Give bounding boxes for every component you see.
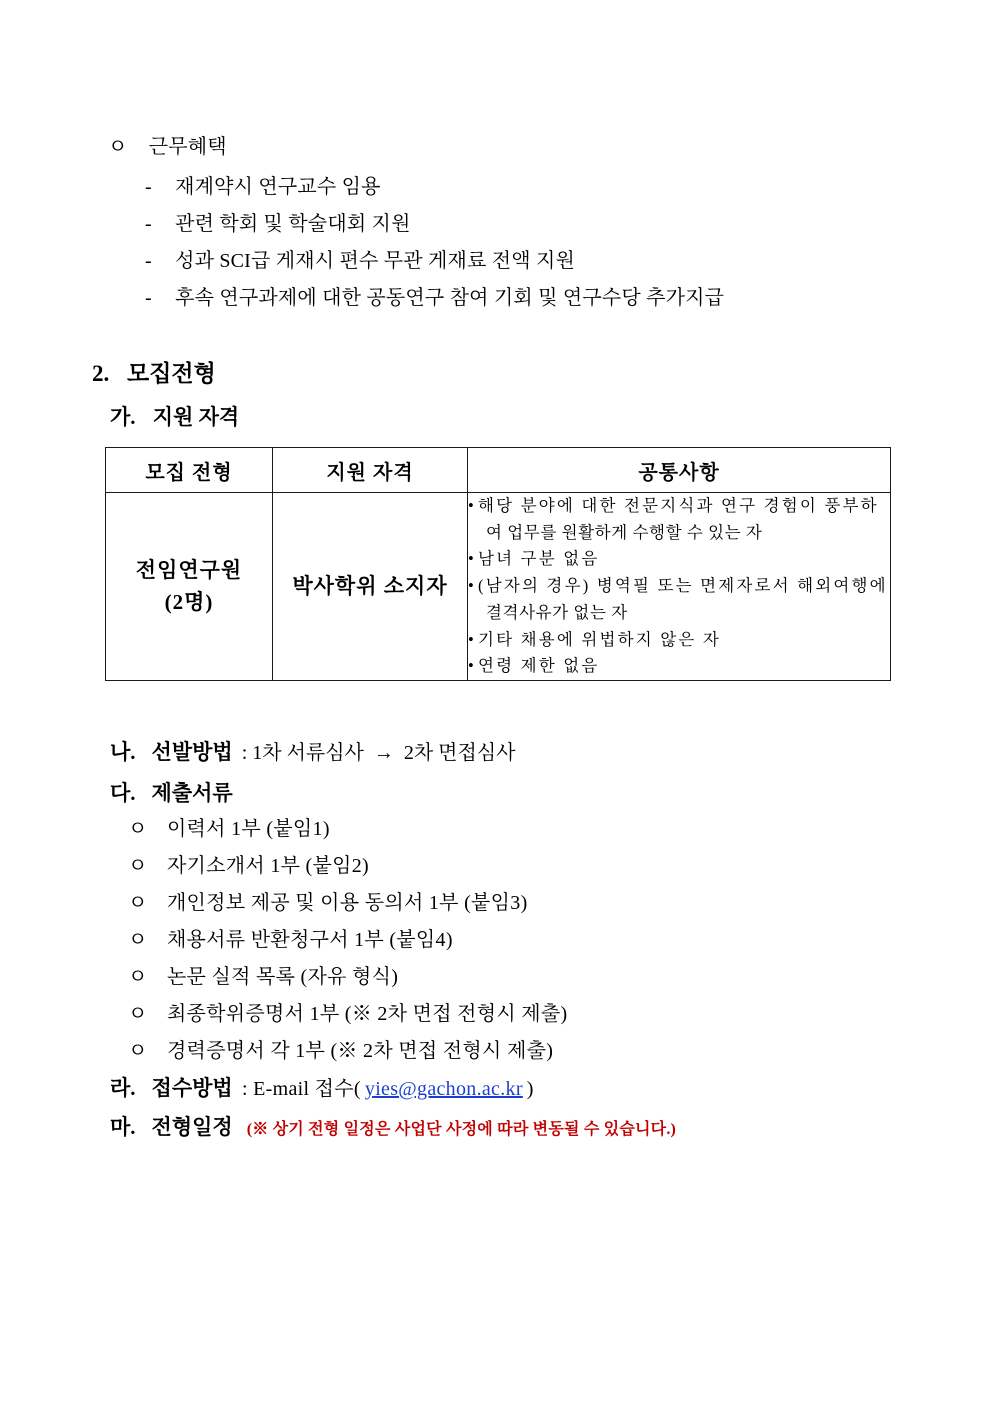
- benefits-item-4: [145, 287, 724, 310]
- table-header-qualification: 지원 자격: [273, 448, 468, 493]
- benefits-item-2: [145, 213, 411, 236]
- circle-marker: ㅇ: [128, 892, 148, 914]
- common-item-2: • 남녀 구분 없음: [468, 546, 890, 573]
- subsection-d: [110, 1078, 534, 1100]
- document-item-3-label: 개인정보 제공 및 이용 동의서 1부 (붙임3): [166, 892, 528, 914]
- cell-qualification: 박사학위 소지자: [273, 493, 468, 681]
- benefits-heading-label: 근무혜택: [148, 136, 227, 158]
- benefits-item-4-label: 후속 연구과제에 대한 공동연구 참여 기회 및 연구수당 추가지급: [175, 287, 725, 309]
- bullet-icon: •: [468, 629, 475, 649]
- table-header-common: 공통사항: [468, 448, 891, 493]
- document-item-1: [128, 818, 330, 841]
- document-item-6: [128, 1003, 567, 1026]
- cell-recruit-type: [106, 493, 273, 681]
- subsection-c-heading: [110, 783, 233, 805]
- circle-marker: ㅇ: [128, 1040, 148, 1062]
- document-item-4-label: 채용서류 반환청구서 1부 (붙임4): [166, 929, 453, 951]
- dash-marker: -: [145, 287, 152, 309]
- bullet-icon: •: [468, 576, 475, 596]
- bullet-icon: •: [468, 656, 475, 676]
- document-item-2-label: 자기소개서 1부 (붙임2): [166, 855, 370, 877]
- document-item-5-label: 논문 실적 목록 (자유 형식): [166, 966, 399, 988]
- subsection-a-label: 가.: [110, 405, 136, 429]
- schedule-warning-note: (※ 상기 전형 일정은 사업단 사정에 따라 변동될 수 있습니다.): [246, 1121, 677, 1138]
- document-item-1-label: 이력서 1부 (붙임1): [166, 818, 330, 840]
- circle-marker: ㅇ: [128, 855, 148, 877]
- qualification-table: [105, 447, 891, 681]
- document-item-7-label: 경력증명서 각 1부 (※ 2차 면접 전형시 제출): [166, 1040, 554, 1062]
- benefits-heading: [108, 136, 227, 159]
- common-item-5: • 연령 제한 없음: [468, 653, 890, 680]
- dash-marker: -: [145, 176, 152, 198]
- subsection-d-prefix: : E-mail 접수(: [236, 1078, 361, 1100]
- benefits-item-2-label: 관련 학회 및 학술대회 지원: [175, 213, 411, 235]
- bullet-icon: •: [468, 496, 475, 515]
- subsection-c-title: 제출서류: [151, 781, 233, 805]
- circle-marker: ㅇ: [128, 966, 148, 988]
- bullet-icon: •: [468, 549, 475, 569]
- cell-common-items: [468, 493, 891, 681]
- benefits-item-1-label: 재계약시 연구교수 임용: [175, 176, 381, 198]
- subsection-b-label: 나.: [110, 740, 136, 764]
- subsection-e-label: 마.: [110, 1115, 136, 1139]
- application-email-link[interactable]: yies@gachon.ac.kr: [364, 1078, 523, 1100]
- circle-marker: ㅇ: [128, 929, 148, 951]
- section-2-number: 2.: [92, 361, 110, 386]
- subsection-e: [110, 1117, 676, 1139]
- subsection-d-label: 라.: [110, 1076, 136, 1100]
- document-item-6-label: 최종학위증명서 1부 (※ 2차 면접 전형시 제출): [166, 1003, 568, 1025]
- benefits-item-1: [145, 176, 381, 199]
- subsection-e-title: 전형일정: [151, 1115, 233, 1139]
- circle-marker: ㅇ: [128, 1003, 148, 1025]
- dash-marker: -: [145, 250, 152, 272]
- table-header-row: [106, 448, 891, 493]
- common-item-3-cont: 결격사유가 없는 자: [486, 602, 628, 622]
- dash-marker: -: [145, 213, 152, 235]
- common-item-4: • 기타 채용에 위법하지 않은 자: [468, 627, 890, 654]
- subsection-a-title: 지원 자격: [152, 405, 240, 429]
- benefits-marker: ㅇ: [108, 136, 128, 158]
- benefits-item-3-label: 성과 SCI급 게재시 편수 무관 게재료 전액 지원: [175, 250, 576, 272]
- subsection-d-title: 접수방법: [151, 1076, 233, 1100]
- recruit-type-line1: 전임연구원: [135, 558, 243, 583]
- document-item-3: [128, 892, 528, 915]
- circle-marker: ㅇ: [128, 818, 148, 840]
- subsection-b-value: : 1차 서류심사 → 2차 면접심사: [236, 742, 516, 764]
- common-item-1: • 해당 분야에 대한 전문지식과 연구 경험이 풍부하: [468, 493, 890, 520]
- document-item-7: [128, 1040, 553, 1063]
- subsection-c-label: 다.: [110, 781, 136, 805]
- benefits-item-3: [145, 250, 575, 273]
- subsection-d-suffix: ): [526, 1078, 534, 1100]
- subsection-b-title: 선발방법: [151, 740, 233, 764]
- document-item-4: [128, 929, 453, 952]
- subsection-a-heading: [110, 405, 239, 430]
- table-header-type: 모집 전형: [106, 448, 273, 493]
- subsection-b: [110, 742, 515, 764]
- table-row: [106, 493, 891, 681]
- common-item-1-cont: 여 업무를 원활하게 수행할 수 있는 자: [486, 522, 763, 542]
- section-2-title: 모집전형: [127, 361, 216, 386]
- common-item-3: • (남자의 경우) 병역필 또는 면제자로서 해외여행에: [468, 573, 890, 600]
- section-2-heading: [92, 361, 216, 387]
- recruit-type-line2: (2명): [164, 589, 214, 614]
- document-item-5: [128, 966, 398, 989]
- document-item-2: [128, 855, 369, 878]
